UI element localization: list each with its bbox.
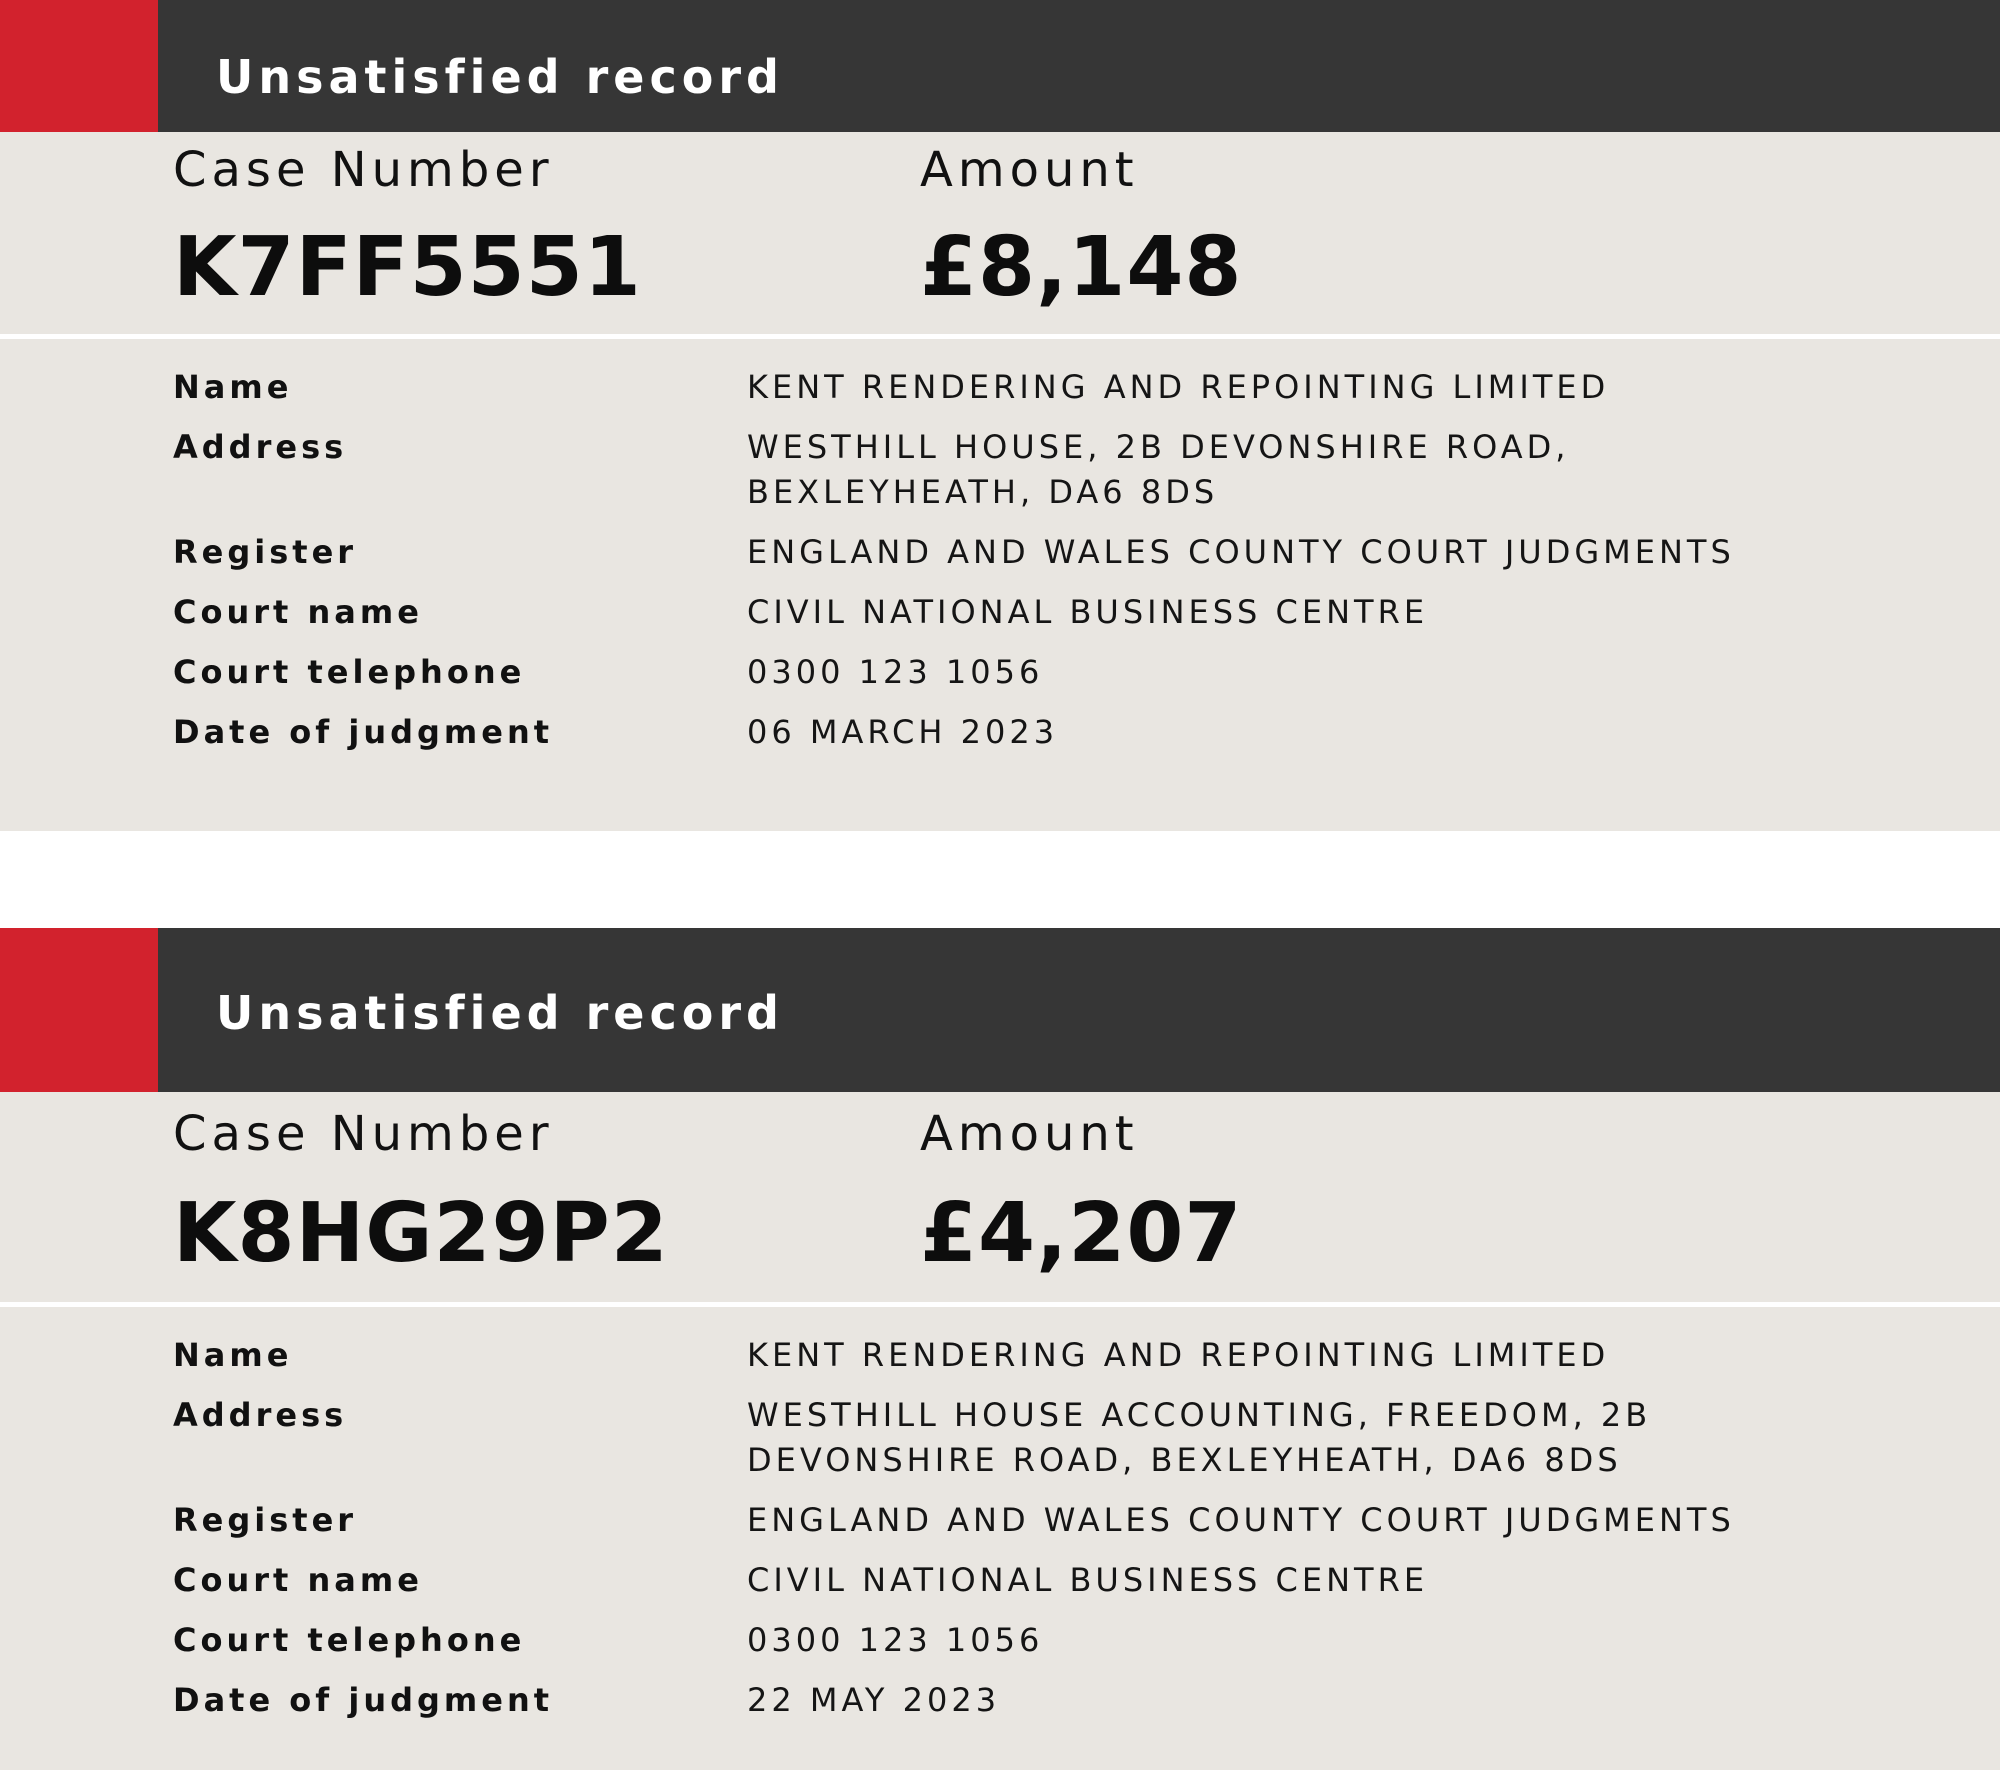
- detail-label: Court telephone: [173, 653, 526, 691]
- record-summary: [0, 1092, 2000, 1307]
- record-summary: [0, 132, 2000, 339]
- detail-row-court-name: [0, 1558, 2000, 1603]
- detail-value: KENT RENDERING AND REPOINTING LIMITED: [747, 368, 1610, 406]
- detail-row-name: [0, 365, 2000, 410]
- amount-value: £8,148: [920, 220, 1243, 315]
- detail-label: Address: [173, 428, 348, 466]
- detail-row-court-name: [0, 590, 2000, 635]
- detail-row-court-telephone: [0, 650, 2000, 695]
- detail-label: Court telephone: [173, 1621, 526, 1659]
- detail-label: Court name: [173, 593, 423, 631]
- record-details: [0, 1307, 2000, 1723]
- detail-label: Court name: [173, 1561, 423, 1599]
- detail-value: 06 MARCH 2023: [747, 713, 1059, 751]
- unsatisfied-record-card: [0, 0, 2000, 831]
- detail-label: Date of judgment: [173, 1681, 554, 1719]
- detail-row-date-of-judgment: [0, 710, 2000, 755]
- detail-row-name: [0, 1333, 2000, 1378]
- record-accent-bar: [0, 928, 158, 1092]
- detail-label: Register: [173, 1501, 358, 1539]
- detail-value: 0300 123 1056: [747, 1621, 1044, 1659]
- case-number-value: K7FF5551: [173, 220, 642, 315]
- record-header-title: Unsatisfied record: [216, 986, 784, 1040]
- detail-label: Name: [173, 368, 293, 406]
- unsatisfied-record-card: [0, 928, 2000, 1770]
- detail-row-date-of-judgment: [0, 1678, 2000, 1723]
- detail-row-register: [0, 1498, 2000, 1543]
- detail-value: ENGLAND AND WALES COUNTY COURT JUDGMENTS: [747, 1501, 1735, 1539]
- detail-label: Name: [173, 1336, 293, 1374]
- record-header: [0, 0, 2000, 132]
- detail-value: CIVIL NATIONAL BUSINESS CENTRE: [747, 593, 1429, 631]
- detail-label: Register: [173, 533, 358, 571]
- detail-value: CIVIL NATIONAL BUSINESS CENTRE: [747, 1561, 1429, 1599]
- detail-value: ENGLAND AND WALES COUNTY COURT JUDGMENTS: [747, 533, 1735, 571]
- record-accent-bar: [0, 0, 158, 132]
- detail-label: Address: [173, 1396, 348, 1434]
- detail-row-address: [0, 1393, 2000, 1483]
- amount-label: Amount: [920, 1106, 1139, 1162]
- case-number-value: K8HG29P2: [173, 1186, 669, 1281]
- amount-label: Amount: [920, 142, 1139, 198]
- detail-row-address: [0, 425, 2000, 515]
- record-header: [0, 928, 2000, 1092]
- detail-value: 0300 123 1056: [747, 653, 1044, 691]
- detail-value: KENT RENDERING AND REPOINTING LIMITED: [747, 1336, 1610, 1374]
- detail-value: 22 MAY 2023: [747, 1681, 1001, 1719]
- record-header-title: Unsatisfied record: [216, 50, 784, 104]
- record-details: [0, 339, 2000, 755]
- case-number-label: Case Number: [173, 1106, 554, 1162]
- detail-value: WESTHILL HOUSE, 2B DEVONSHIRE ROAD, BEXLEYHEATH, DA6 8DS: [747, 428, 1570, 511]
- detail-row-court-telephone: [0, 1618, 2000, 1663]
- detail-value: WESTHILL HOUSE ACCOUNTING, FREEDOM, 2B DEVONSHIRE ROAD, BEXLEYHEATH, DA6 8DS: [747, 1396, 1652, 1479]
- detail-label: Date of judgment: [173, 713, 554, 751]
- amount-value: £4,207: [920, 1186, 1243, 1281]
- detail-row-register: [0, 530, 2000, 575]
- case-number-label: Case Number: [173, 142, 554, 198]
